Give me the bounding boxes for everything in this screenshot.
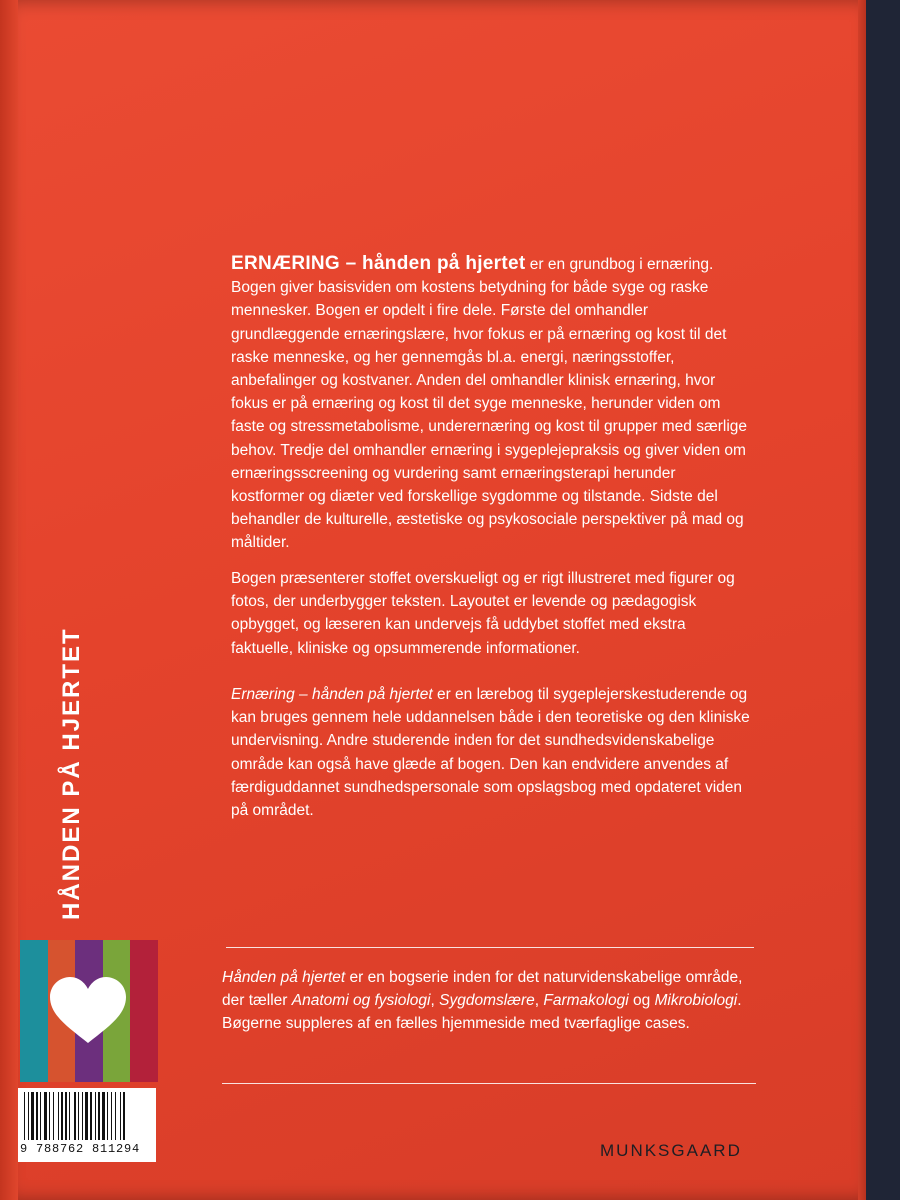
spine-series-title: HÅNDEN PÅ HJERTET: [58, 627, 85, 920]
divider-top: [226, 947, 754, 948]
logo-stripe: [20, 940, 48, 1082]
series-text-a: er en bogserie inden for det naturvidenskabelige område, der tæller: [222, 969, 743, 1010]
series-name: Hånden på hjertet: [222, 969, 346, 986]
logo-stripe: [130, 940, 158, 1082]
series-book-farmakologi: Farmakologi: [543, 992, 629, 1010]
spine-edge: [0, 0, 18, 1200]
book-title-italic: Ernæring – hånden på hjertet: [231, 686, 433, 703]
description-paragraph-3: [231, 683, 751, 822]
cover-right-edge: [858, 0, 866, 1200]
series-website-note: Bøgerne suppleres af en fælles hjemmeside med tværfaglige cases.: [222, 1015, 690, 1033]
book-title-lead: ERNÆRING – hånden på hjertet: [231, 253, 526, 274]
description-paragraph-1: [231, 252, 751, 555]
heart-icon: [48, 975, 128, 1045]
series-sep: ,: [534, 992, 544, 1010]
series-text-b: og: [628, 992, 655, 1010]
divider-bottom: [222, 1083, 756, 1084]
series-book-sygdomslaere: Sygdomslære: [439, 992, 535, 1010]
isbn-digits: 9 788762 811294: [20, 1142, 141, 1156]
series-text-c: .: [737, 992, 742, 1010]
series-info: [222, 966, 762, 1036]
barcode-bars: [18, 1088, 156, 1142]
paragraph-3-text: er en lærebog til sygeplejerskestuderende og kan bruges gennem hele uddannelsen både i den teoretiske og den kliniske undervisning. Andre studerende inden for det sundhedsvidenskabelige område kan også have glæde af bogen. Den kan endvidere anvendes af færdiguddannet sundhedspersonale som opslagsbog med opdateret viden på området.: [231, 686, 750, 820]
series-book-mikrobiologi: Mikrobiologi: [654, 992, 738, 1010]
paragraph-1-text: er en grundbog i ernæring. Bogen giver basisviden om kostens betydning for både syge og raske mennesker. Bogen er opdelt i fire dele. Første del omhandler grundlæggende ernæringslære, hvor fokus er på ernæring og kost til det raske menneske, og her gennemgås bl.a. energi, næringsstoffer, anbefalinger og kostvaner. Anden del omhandler klinisk ernæring, hvor fokus er på ernæring og kost til det syge menneske, herunder viden om faste og stressmetabolisme, underernæring og kost til grupper med særlige behov. Tredje del omhandler ernæring i sygeplejepraksis og giver viden om ernæringsscreening og vurdering samt ernæringsterapi herunder kostformer og diæter ved forskellige sygdomme og tilstande. Sidste del behandler de kulturelle, æstetiske og psykosociale perspektiver på mad og måltider.: [231, 256, 748, 552]
description-paragraph-2: Bogen præsenterer stoffet overskueligt og er rigt illustreret med figurer og fotos, der underbygger teksten. Layoutet er levende og pædagogisk opbygget, og læseren kan undervejs få uddybet stoffet med ekstra faktuelle, kliniske og opsummerende informationer.: [231, 570, 735, 657]
series-book-anatomi: Anatomi og fysiologi: [291, 992, 431, 1010]
publisher-name: MUNKSGAARD: [600, 1141, 742, 1160]
barcode: [18, 1088, 156, 1162]
series-sep: ,: [430, 992, 440, 1010]
